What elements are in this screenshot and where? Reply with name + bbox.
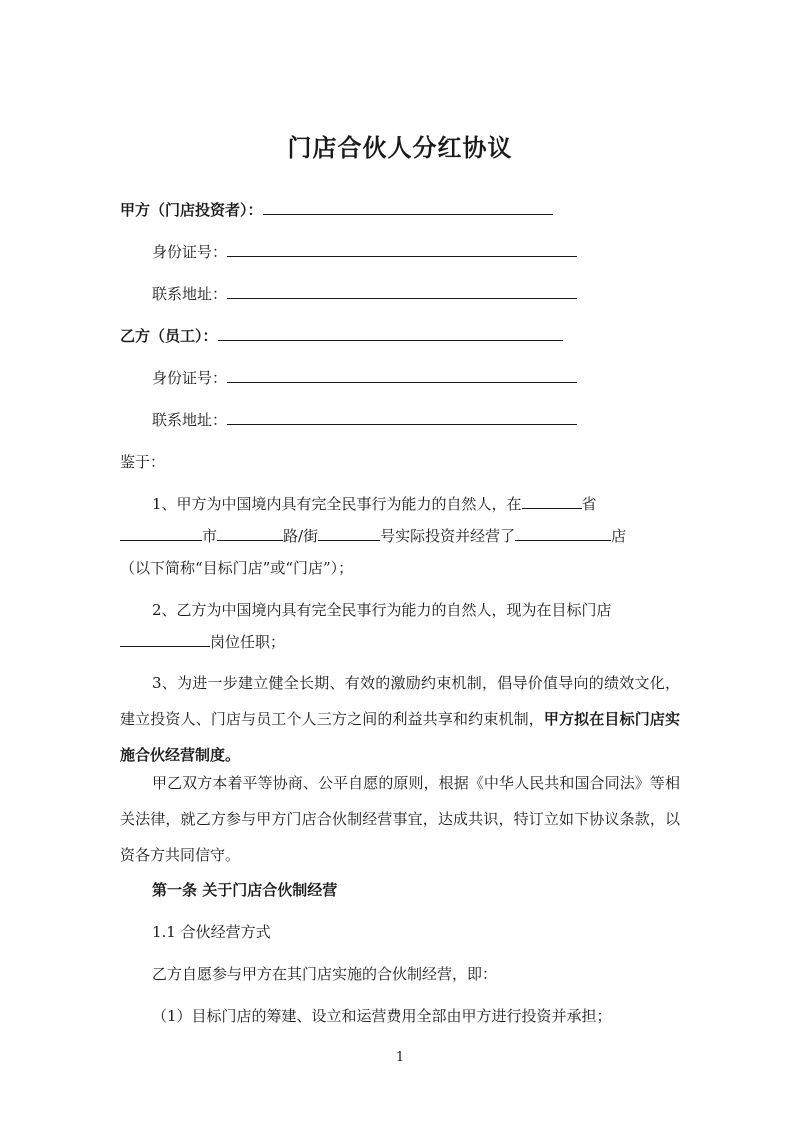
section-1-1-title: 1.1 合伙经营方式: [152, 923, 271, 941]
party-b-id-blank: [227, 368, 577, 383]
party-b-id-label: 身份证号：: [152, 369, 228, 387]
store-blank: [515, 526, 611, 541]
party-b-address-blank: [227, 410, 577, 425]
road-blank: [217, 526, 283, 541]
number-blank: [318, 526, 380, 541]
clause-1-text-a: 1、甲方为中国境内具有完全民事行为能力的自然人，在: [152, 495, 522, 513]
party-a-address-blank: [227, 284, 577, 299]
clause-1-text-b: 省: [581, 495, 597, 513]
clause-3-paragraph: [120, 665, 680, 773]
whereas-heading: 鉴于：: [120, 453, 166, 471]
clause-3-bold-text: 甲方拟在目标门店实施合伙经营制度。: [120, 710, 680, 764]
clause-3-text: 3、为进一步建立健全长期、有效的激励约束机制，倡导价值导向的绩效文化，建立投资人、门店与员工个人三方之间的利益共享和约束机制，: [120, 674, 680, 728]
party-b-address-row: [152, 410, 577, 430]
party-b-row: [120, 326, 563, 346]
section-1-1-intro: 乙方自愿参与甲方在其门店实施的合伙制经营，即：: [152, 965, 498, 983]
article-1-title: 第一条 关于门店合伙制经营: [152, 881, 338, 899]
province-blank: [522, 494, 582, 509]
clause-1-text-f: 店: [611, 527, 627, 545]
document-title: 门店合伙人分红协议: [287, 133, 513, 162]
party-a-row: [120, 200, 553, 220]
clause-1-line-1: [152, 494, 597, 514]
clause-1-text-c: 市: [202, 527, 218, 545]
agreement-paragraph: 甲乙双方本着平等协商、公平自愿的原则，根据《中华人民共和国合同法》等相关法律，就乙方参与甲方门店合伙制经营事宜，达成共识，特订立如下协议条款，以资各方共同信守。: [120, 774, 680, 864]
party-b-id-row: [152, 368, 577, 388]
clause-1-line-3: （以下简称“目标门店”或“门店”）；: [120, 559, 354, 577]
page-number: 1: [395, 1050, 405, 1065]
position-blank: [120, 632, 210, 647]
clause-1-text-d: 路/街: [283, 527, 319, 545]
party-a-address-label: 联系地址：: [152, 285, 228, 303]
party-a-id-row: [152, 242, 577, 262]
party-a-label: 甲方（门店投资者）：: [120, 201, 263, 219]
section-1-1-item-1: （1）目标门店的筹建、设立和运营费用全部由甲方进行投资并承担；: [152, 1007, 612, 1025]
party-a-address-row: [152, 284, 577, 304]
clause-2-line-2: [120, 632, 285, 652]
clause-1-text-e: 号实际投资并经营了: [380, 527, 516, 545]
clause-2-line-1: 2、乙方为中国境内具有完全民事行为能力的自然人，现为在目标门店: [152, 601, 612, 619]
clause-2-text-b: 岗位任职；: [210, 633, 286, 651]
city-blank: [120, 526, 202, 541]
party-a-name-blank: [263, 200, 553, 215]
party-b-name-blank: [218, 326, 563, 341]
party-b-label: 乙方（员工）：: [120, 327, 218, 345]
clause-1-line-2: [120, 526, 626, 546]
party-a-id-label: 身份证号：: [152, 243, 228, 261]
party-b-address-label: 联系地址：: [152, 411, 228, 429]
party-a-id-blank: [227, 242, 577, 257]
